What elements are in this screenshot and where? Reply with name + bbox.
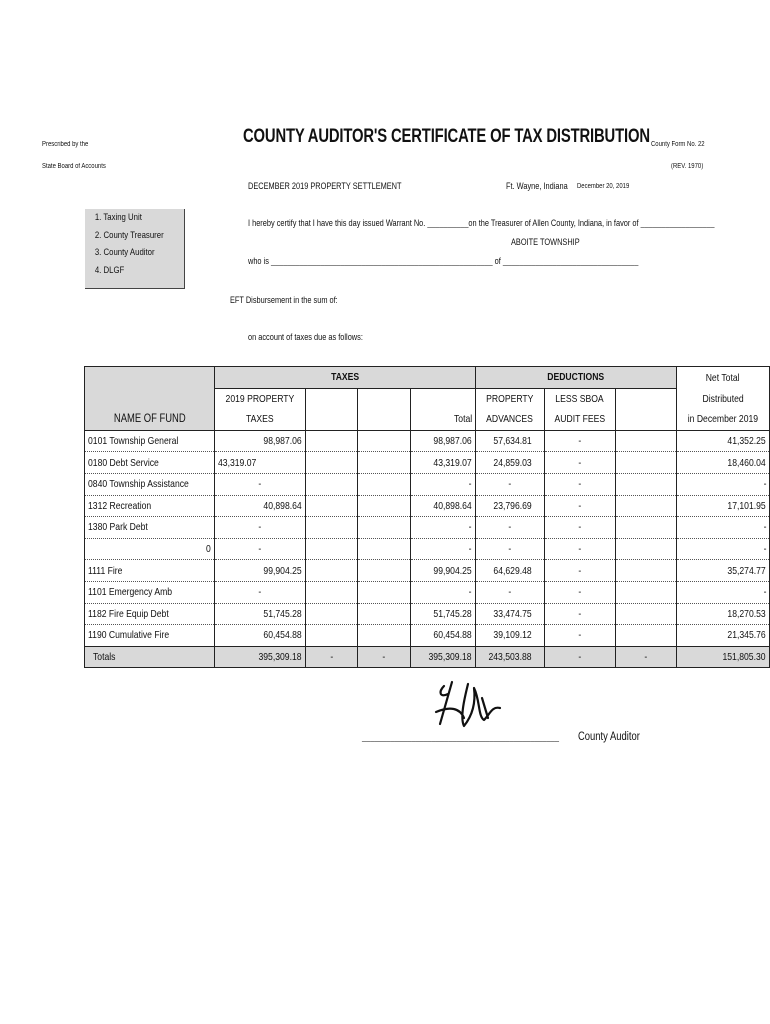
county-auditor-label: County Auditor — [578, 731, 640, 743]
totals-row: Totals 395,309.18 - - 395,309.18 243,503.88 - - 151,805.30 — [85, 646, 770, 668]
table-row: 0840 Township Assistance - - - - - — [85, 473, 770, 495]
table-row: 1182 Fire Equip Debt 51,745.28 51,745.28 33,474.75 - 18,270.53 — [85, 603, 770, 625]
eft-text: EFT Disbursement in the sum of: — [230, 295, 338, 305]
fund-name-header: NAME OF FUND — [85, 409, 215, 430]
table-row: 1101 Emergency Amb - - - - - — [85, 581, 770, 603]
auditor-signature — [430, 678, 510, 734]
routing-item: 3. County Auditor — [94, 247, 155, 258]
property-taxes-header: 2019 PROPERTY — [214, 388, 305, 409]
date-text: December 20, 2019 — [577, 183, 630, 190]
routing-item: 1. Taxing Unit — [94, 212, 142, 223]
revision-text: (REV. 1970) — [671, 163, 704, 170]
taxing-unit-name: ABOITE TOWNSHIP — [511, 237, 580, 247]
place-text: Ft. Wayne, Indiana — [506, 181, 568, 191]
routing-box — [85, 209, 185, 289]
page-title: COUNTY AUDITOR'S CERTIFICATE OF TAX DISTRIBUTION — [243, 126, 650, 147]
table-row: 0 - - - - - — [85, 538, 770, 560]
account-text: on account of taxes due as follows: — [248, 332, 363, 342]
certify-line: I hereby certify that I have this day issued Warrant No. __________on the Treasurer of Allen County, Indiana, in favor of __________________ — [248, 218, 715, 228]
taxes-group-header: TAXES — [214, 367, 475, 389]
settlement-title: DECEMBER 2019 PROPERTY SETTLEMENT — [248, 181, 402, 191]
net-total-header: Net Total — [677, 367, 770, 389]
sboa-header: LESS SBOA — [544, 388, 615, 409]
state-board-text: State Board of Accounts — [42, 163, 106, 170]
table-row: 0101 Township General 98,987.06 98,987.06 57,634.81 - 41,352.25 — [85, 430, 770, 452]
routing-item: 2. County Treasurer — [94, 229, 164, 241]
table-header-row: 2019 PROPERTY PROPERTY LESS SBOA Distributed — [85, 388, 770, 409]
routing-item: 4. DLGF — [94, 264, 125, 276]
table-row: 1312 Recreation 40,898.64 40,898.64 23,796.69 - 17,101.95 — [85, 495, 770, 517]
table-row: 1380 Park Debt - - - - - — [85, 517, 770, 539]
property-advances-header: PROPERTY — [475, 388, 544, 409]
distribution-table — [84, 366, 770, 668]
total-header: Total — [410, 409, 475, 430]
prescribed-text: Prescribed by the — [42, 141, 89, 148]
table-row: 1111 Fire 99,904.25 99,904.25 64,629.48 - 35,274.77 — [85, 560, 770, 582]
table-header-row — [85, 367, 770, 389]
table-header-row: NAME OF FUND TAXES Total ADVANCES AUDIT FEES in December 2019 — [85, 409, 770, 430]
signature-line: ________________________________________________ — [362, 732, 560, 742]
form-number: County Form No. 22 — [651, 141, 705, 148]
table-row: 0180 Debt Service 43,319.07 43,319.07 24,859.03 - 18,460.04 — [85, 452, 770, 474]
who-is-line: who is ______________________________________________________ of _________________________________ — [248, 256, 639, 266]
deductions-group-header: DEDUCTIONS — [475, 367, 676, 389]
table-row: 1190 Cumulative Fire 60,454.88 60,454.88 39,109.12 - 21,345.76 — [85, 625, 770, 647]
